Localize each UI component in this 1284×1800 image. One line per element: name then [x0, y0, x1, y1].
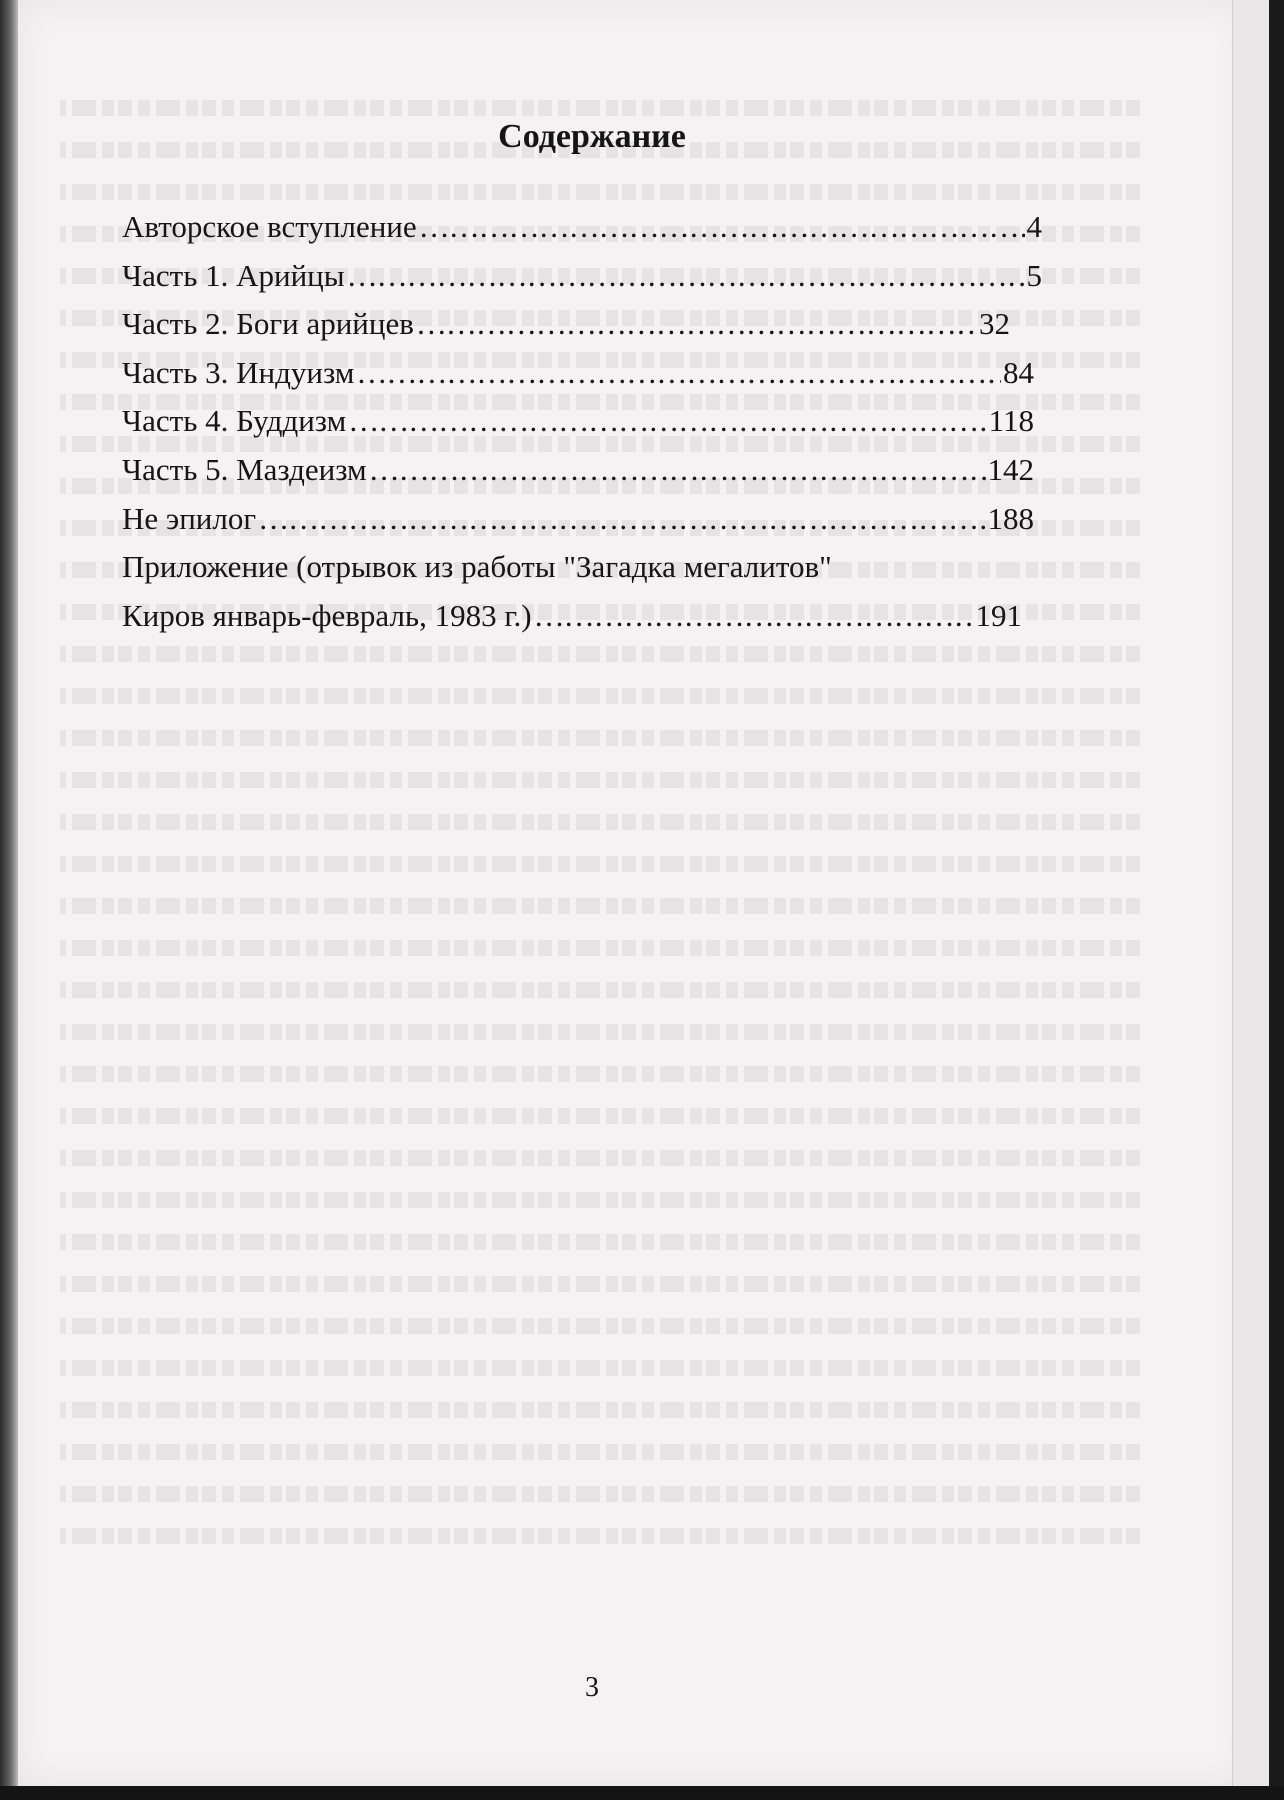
toc-leader-dots — [416, 300, 977, 349]
toc-entry — [122, 495, 1042, 544]
toc-leader-dots — [258, 495, 985, 544]
toc-entry — [122, 203, 1042, 252]
toc-entry-label: Часть 5. Маздеизм — [122, 451, 367, 487]
toc-leader-dots — [347, 252, 1025, 301]
toc-entry — [122, 397, 1042, 446]
toc-entry-page: 4 — [1026, 209, 1042, 244]
toc-entry-page: 32 — [979, 306, 1010, 342]
toc-entry — [122, 300, 1042, 349]
toc-entry-label: Часть 4. Буддизм — [122, 403, 347, 439]
toc-leader-dots — [369, 446, 986, 495]
page-title: Содержание — [498, 118, 686, 155]
toc-entry-label: Авторское вступление — [122, 209, 417, 244]
toc-appendix-line-1 — [122, 543, 1042, 592]
toc-entry — [122, 446, 1042, 495]
toc-entry-label: Часть 2. Боги арийцев — [122, 306, 414, 342]
toc-entry-label: Часть 3. Индуизм — [122, 354, 355, 390]
toc-appendix-subtitle: Киров январь-февраль, 1983 г.) — [122, 597, 532, 633]
toc-appendix-title: Приложение (отрывок из работы "Загадка мегалитов" — [122, 549, 832, 585]
toc-entry-page: 5 — [1026, 257, 1042, 293]
toc-entry-page: 118 — [988, 403, 1034, 439]
toc-appendix-line-2 — [122, 592, 1042, 641]
toc-entry — [122, 349, 1042, 398]
toc-entry-label: Часть 1. Арийцы — [122, 257, 345, 293]
toc-leader-dots — [356, 349, 1001, 398]
table-of-contents — [122, 203, 1042, 640]
page-number: 3 — [585, 1672, 599, 1703]
toc-leader-dots — [348, 397, 986, 446]
toc-leader-dots — [419, 203, 1025, 252]
toc-entry-page: 191 — [975, 597, 1022, 633]
toc-entry-page: 142 — [987, 451, 1034, 487]
toc-entry — [122, 252, 1042, 301]
toc-entry-page: 84 — [1003, 354, 1034, 390]
toc-entry-page: 188 — [987, 500, 1034, 536]
toc-entry-label: Не эпилог — [122, 500, 257, 536]
toc-leader-dots — [534, 592, 974, 641]
